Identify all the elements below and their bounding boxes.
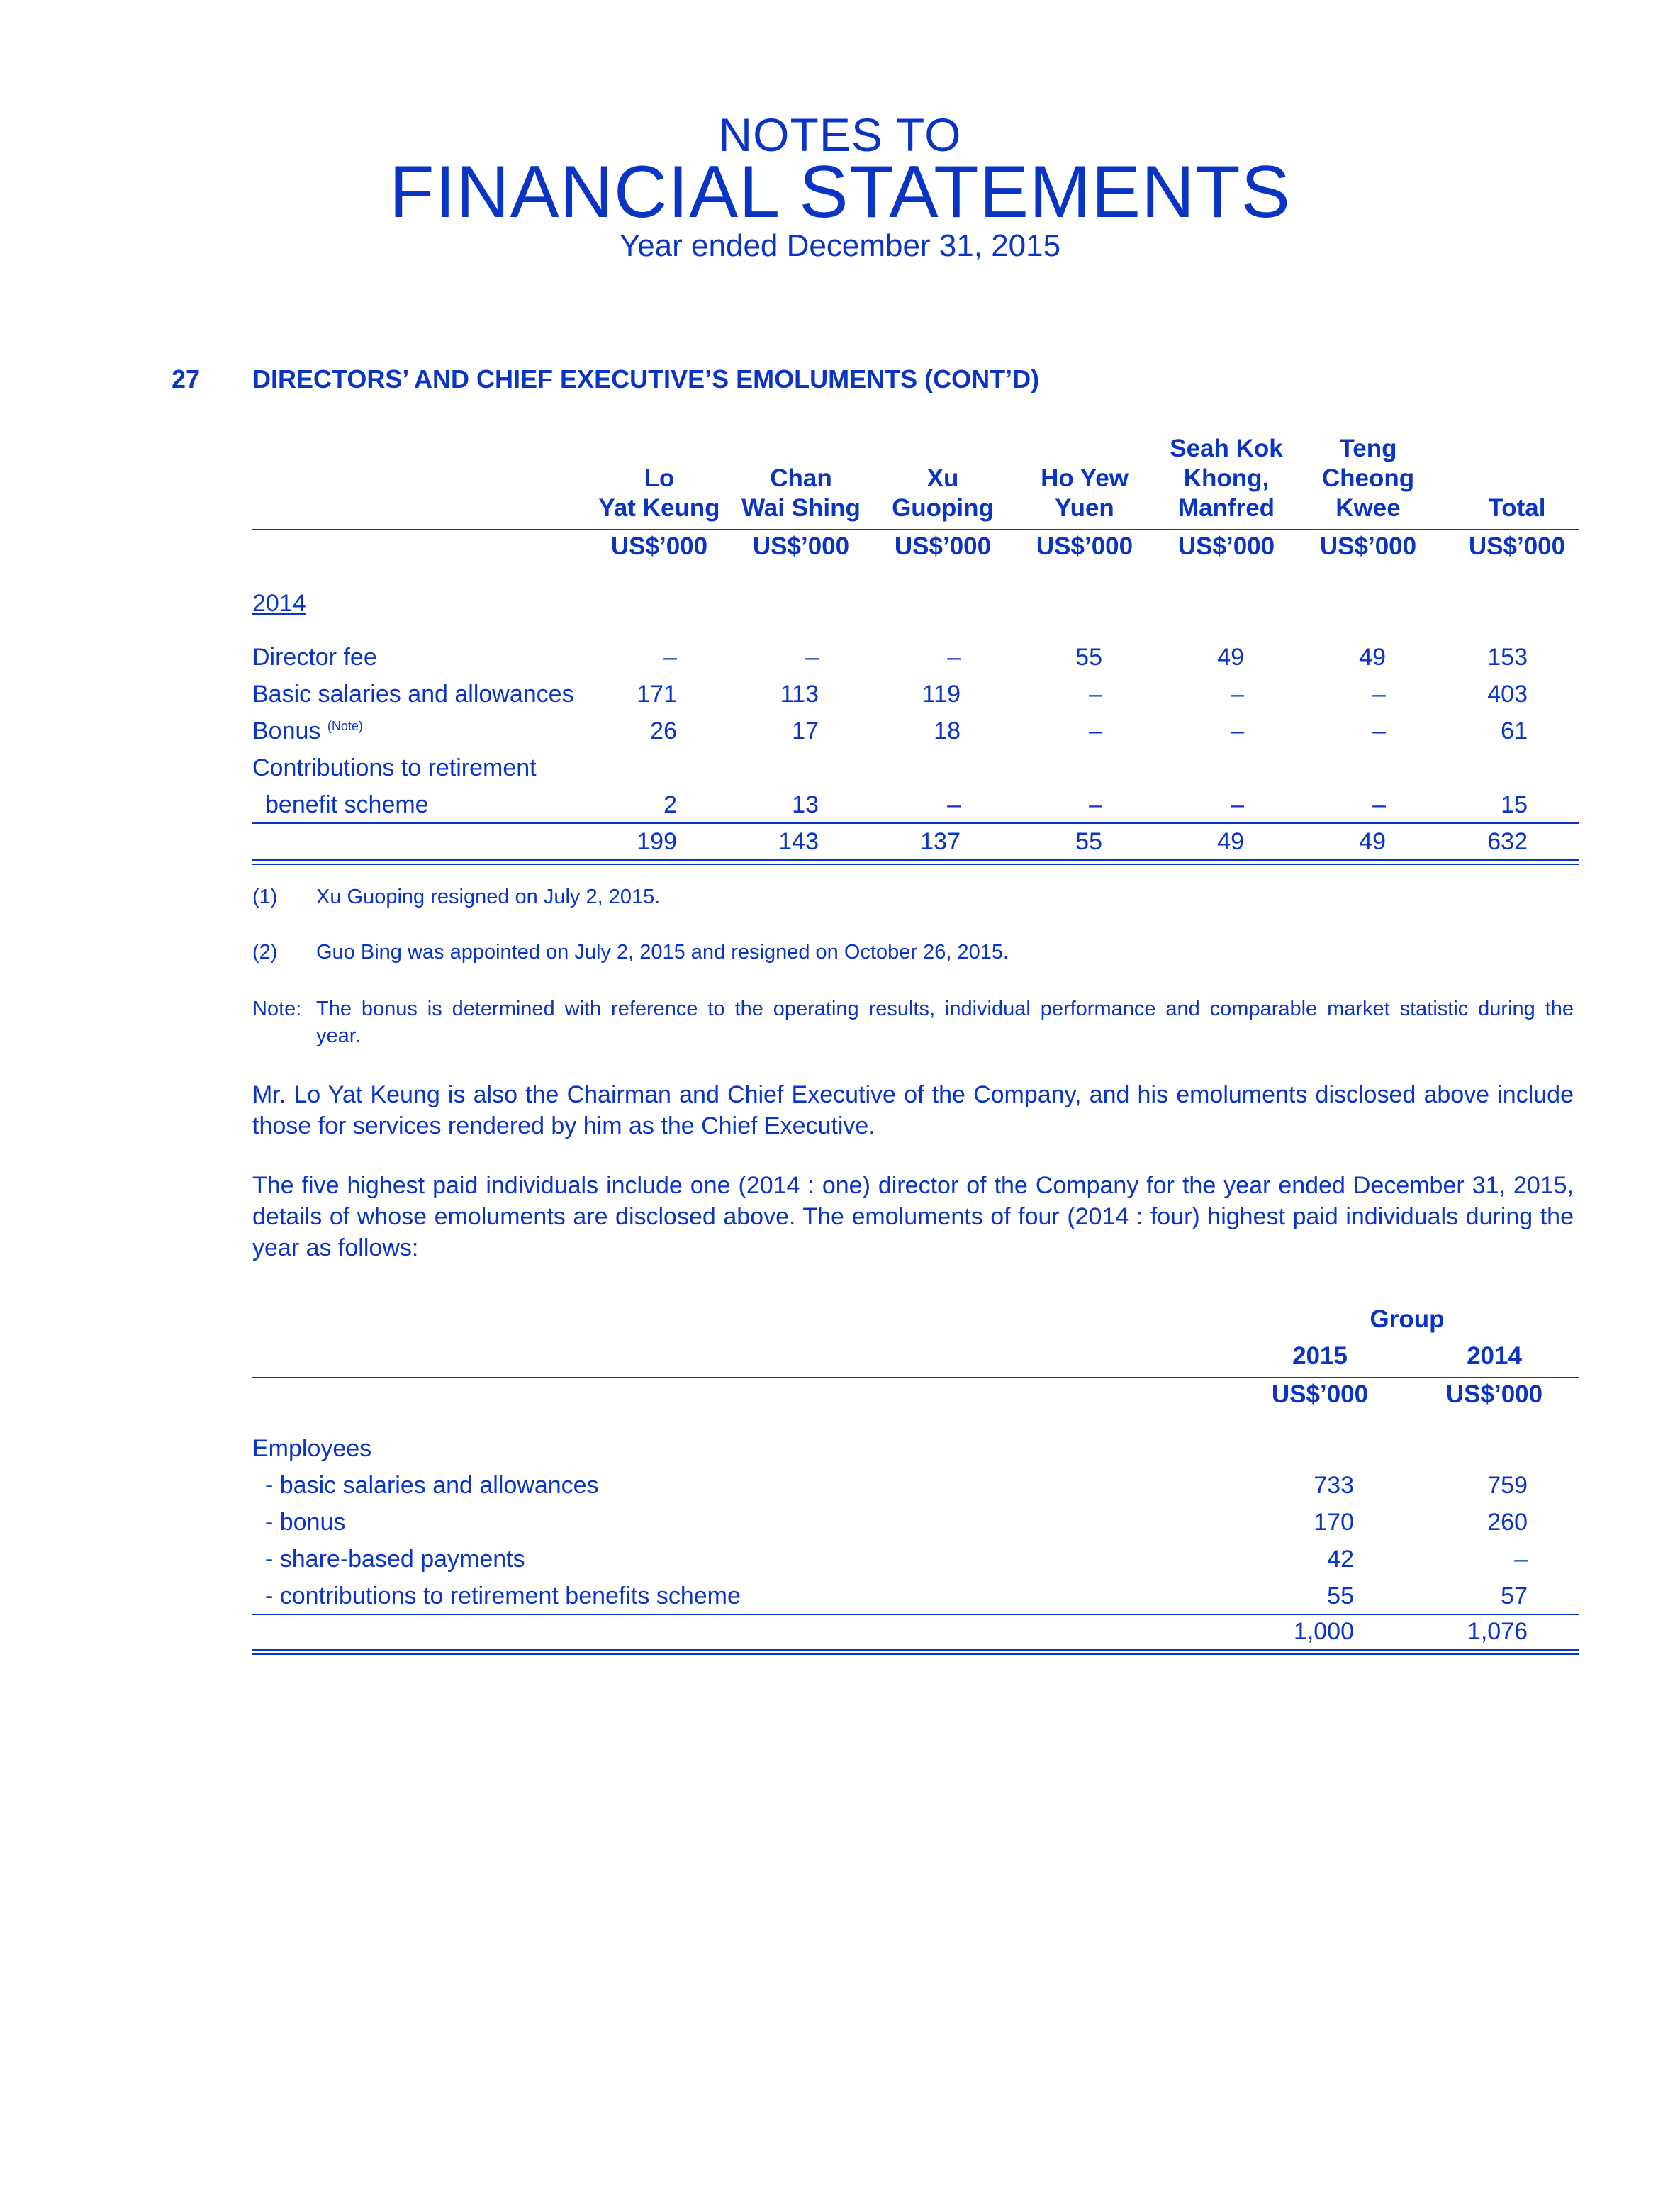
table-cell: –	[1372, 681, 1386, 708]
table-cell: –	[1089, 718, 1102, 744]
table-cell: 170	[1314, 1509, 1354, 1536]
total-rule-top	[252, 859, 1579, 861]
column-header-line3: Yat Keung	[598, 494, 720, 522]
table-cell: –	[663, 644, 677, 671]
row-label: - contributions to retirement benefits scheme	[265, 1583, 741, 1609]
paragraph-highest-paid: The five highest paid individuals include one (2014 : one) director of the Company for the year ended December 31, 2015, details of whose emoluments are disclosed above. The emoluments of four (2014 : four) highest paid individuals during the year as follows:	[252, 1172, 1574, 1261]
column-header-line3: Kwee	[1335, 494, 1401, 522]
total-cell: 199	[637, 828, 677, 855]
total-cell: 1,000	[1293, 1618, 1354, 1645]
total-cell: 55	[1075, 828, 1102, 855]
table-cell: –	[1514, 1546, 1528, 1573]
row-label: benefit scheme	[265, 791, 429, 818]
table-cell: 759	[1487, 1472, 1528, 1499]
table-cell: 49	[1217, 644, 1244, 671]
column-unit: US$’000	[752, 532, 850, 560]
row-label: Contributions to retirement	[252, 754, 537, 781]
column-unit: US$’000	[894, 532, 992, 560]
row-label: Director fee	[252, 644, 377, 671]
table-cell: 153	[1487, 644, 1528, 671]
section-number: 27	[172, 364, 201, 393]
table-cell: 17	[792, 718, 819, 744]
table-cell: 61	[1501, 718, 1528, 744]
table-cell: –	[1372, 718, 1386, 744]
table-cell: –	[947, 644, 961, 671]
table-cell: 733	[1314, 1472, 1354, 1499]
column-header-line2: Khong,	[1183, 464, 1270, 492]
column-header-line2: Ho Yew	[1041, 464, 1129, 492]
column-header-line2: Cheong	[1321, 464, 1415, 492]
column-unit: US$’000	[1177, 532, 1275, 560]
total-cell: 137	[920, 828, 961, 855]
column-header-line3: Manfred	[1177, 494, 1275, 522]
table-cell: 18	[934, 718, 961, 744]
total-cell: 49	[1217, 828, 1244, 855]
column-unit: US$’000	[1319, 532, 1417, 560]
header-notes-to: NOTES TO	[718, 108, 962, 161]
table-cell: 403	[1487, 681, 1528, 708]
table-cell: 42	[1327, 1546, 1354, 1573]
header-rule	[252, 1377, 1579, 1378]
table-cell: 2	[663, 791, 677, 818]
subtotal-rule	[252, 1614, 1579, 1615]
column-header-line2: Chan	[770, 464, 832, 492]
column-header-line3: Guoping	[892, 494, 994, 522]
footnote-marker-2: (2)	[252, 941, 278, 964]
note-marker: Note:	[252, 998, 302, 1020]
row-label: - bonus	[265, 1509, 346, 1536]
footnote-text-1: Xu Guoping resigned on July 2, 2015.	[316, 886, 661, 908]
section-label: Employees	[252, 1435, 372, 1462]
row-label: Basic salaries and allowances	[252, 681, 574, 708]
column-header-line3: Yuen	[1055, 494, 1114, 522]
table-cell: –	[1372, 791, 1386, 818]
section-title: DIRECTORS’ AND CHIEF EXECUTIVE’S EMOLUMENTS (CONT’D)	[252, 364, 1040, 393]
table-cell: –	[1089, 681, 1102, 708]
table-cell: –	[947, 791, 961, 818]
table-cell: 55	[1327, 1583, 1354, 1609]
table-cell: 57	[1501, 1583, 1528, 1609]
column-unit: US$’000	[1036, 532, 1133, 560]
row-label: - share-based payments	[265, 1546, 525, 1573]
year-label: 2014	[252, 590, 306, 617]
total-cell: 49	[1359, 828, 1386, 855]
header-financial-statements: FINANCIAL STATEMENTS	[389, 151, 1291, 233]
table-cell: –	[805, 644, 819, 671]
note-text-line2: year.	[316, 1025, 361, 1047]
column-header-line1: Teng	[1339, 435, 1397, 462]
column-unit: US$’000	[610, 532, 708, 560]
table-cell: –	[1231, 791, 1244, 818]
table-cell: 119	[922, 681, 961, 708]
group-label: Group	[1370, 1305, 1445, 1333]
table-cell: 49	[1359, 644, 1386, 671]
header-rule	[252, 529, 1579, 530]
year-header: 2015	[1292, 1342, 1348, 1370]
total-cell: 1,076	[1467, 1618, 1528, 1645]
column-header-line2: Xu	[926, 464, 959, 492]
table-cell: 260	[1487, 1509, 1528, 1536]
footnote-text-2: Guo Bing was appointed on July 2, 2015 and resigned on October 26, 2015.	[316, 941, 1009, 964]
header-year-ended: Year ended December 31, 2015	[619, 228, 1061, 263]
row-label: Bonus $^{(Note)}$	[252, 718, 363, 744]
table-cell: 13	[792, 791, 819, 818]
column-header-line3: Wai Shing	[741, 494, 861, 522]
unit-header: US$’000	[1445, 1380, 1543, 1408]
footnote-marker-1: (1)	[252, 886, 278, 908]
subtotal-rule	[252, 822, 1579, 824]
paragraph-chairman: Mr. Lo Yat Keung is also the Chairman and Chief Executive of the Company, and his emoluments disclosed above include those for services rendered by him as the Chief Executive.	[252, 1081, 1574, 1139]
table-cell: –	[1231, 681, 1244, 708]
column-unit: US$’000	[1468, 532, 1566, 560]
table-cell: –	[1231, 718, 1244, 744]
note-text-line1: The bonus is determined with reference to the operating results, individual performance and comparable market statistic during the	[316, 998, 1574, 1020]
table-cell: –	[1089, 791, 1102, 818]
year-header: 2014	[1467, 1342, 1522, 1370]
table-cell: 113	[780, 681, 819, 708]
column-header-line1: Seah Kok	[1170, 435, 1283, 462]
bonus-note-marker: (Note)	[327, 719, 363, 733]
table-cell: 55	[1075, 644, 1102, 671]
table-cell: 26	[650, 718, 677, 744]
total-cell: 632	[1487, 828, 1528, 855]
total-rule-bottom	[252, 1653, 1579, 1655]
total-cell: 143	[778, 828, 819, 855]
column-header-line3: Total	[1488, 494, 1546, 522]
unit-header: US$’000	[1271, 1380, 1369, 1408]
table-cell: 15	[1501, 791, 1528, 818]
row-label: - basic salaries and allowances	[265, 1472, 599, 1499]
total-rule-top	[252, 1649, 1579, 1651]
column-header-line2: Lo	[644, 464, 675, 492]
table-cell: 171	[637, 681, 677, 708]
total-rule-bottom	[252, 864, 1579, 865]
